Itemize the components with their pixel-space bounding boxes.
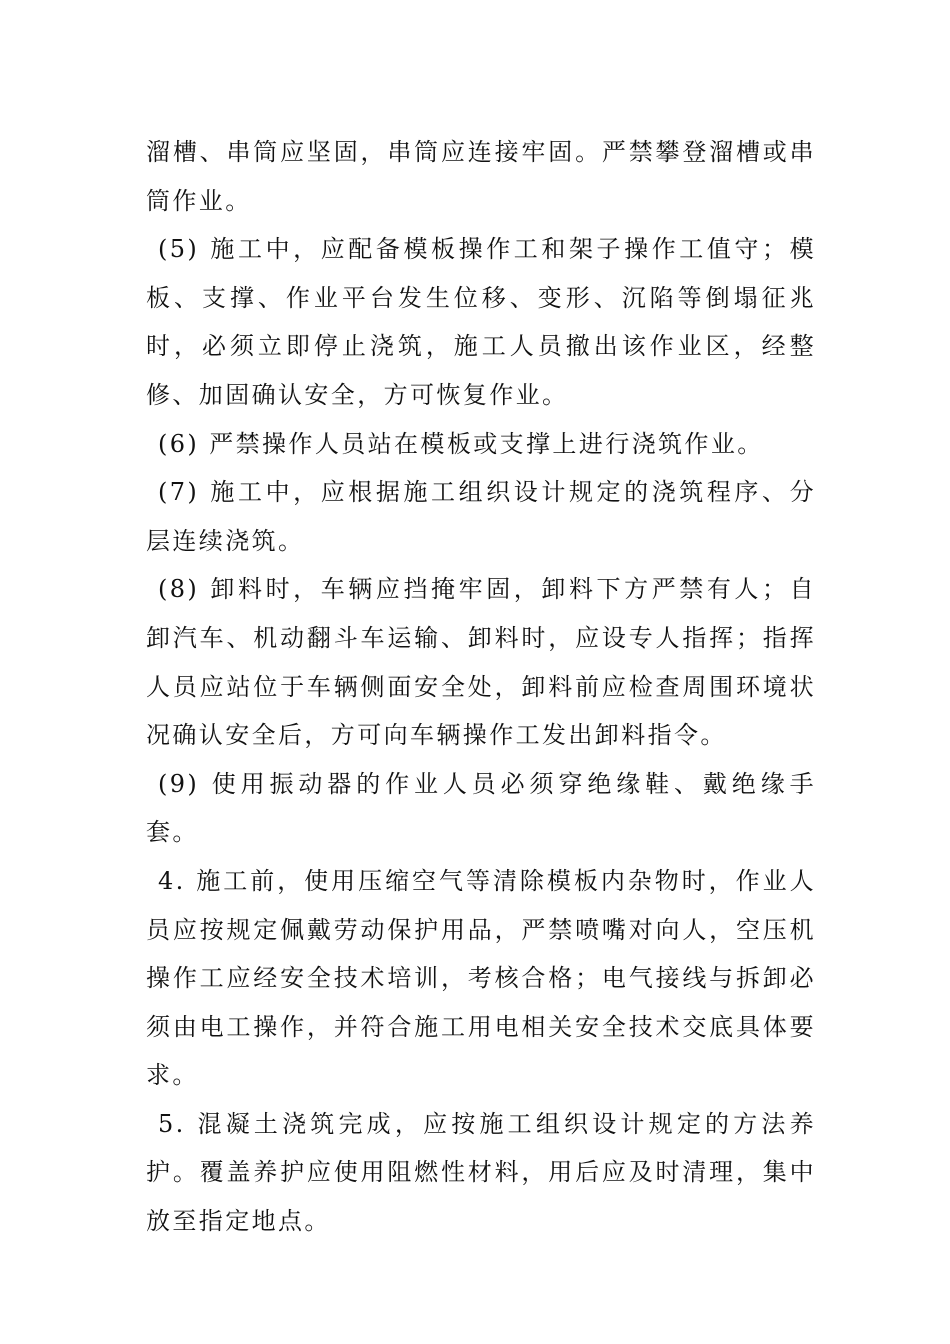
paragraph-item-7: (7) 施工中，应根据施工组织设计规定的浇筑程序、分层连续浇筑。 [146, 478, 816, 555]
paragraph-chute-continuation: 溜槽、串筒应坚固，串筒应连接牢固。严禁攀登溜槽或串筒作业。 [146, 138, 816, 215]
paragraph-item-6: (6) 严禁操作人员站在模板或支撑上进行浇筑作业。 [158, 429, 764, 458]
paragraph-item-5: (5) 施工中，应配备模板操作工和架子操作工值守；模板、支撑、作业平台发生位移、变形、沉陷等倒塌征兆时，必须立即停止浇筑，施工人员撤出该作业区，经整修、加固确认安全，方可恢复作业。 [146, 235, 816, 409]
document-body [146, 128, 816, 1246]
paragraph-section-5: 5. 混凝土浇筑完成，应按施工组织设计规定的方法养护。覆盖养护应使用阻燃性材料，用后应及时清理，集中放至指定地点。 [146, 1109, 816, 1236]
paragraph-item-8: (8) 卸料时，车辆应挡掩牢固，卸料下方严禁有人；自卸汽车、机动翻斗车运输、卸料时，应设专人指挥；指挥人员应站位于车辆侧面安全处，卸料前应检查周围环境状况确认安全后，方可向车辆操作工发出卸料指令。 [146, 575, 816, 750]
paragraph-item-9: (9) 使用振动器的作业人员必须穿绝缘鞋、戴绝缘手套。 [146, 769, 816, 847]
paragraph-section-4: 4. 施工前，使用压缩空气等清除模板内杂物时，作业人员应按规定佩戴劳动保护用品，严禁喷嘴对向人，空压机操作工应经安全技术培训，考核合格；电气接线与拆卸必须由电工操作，并符合施工用电相关安全技术交底具体要求。 [146, 866, 816, 1090]
